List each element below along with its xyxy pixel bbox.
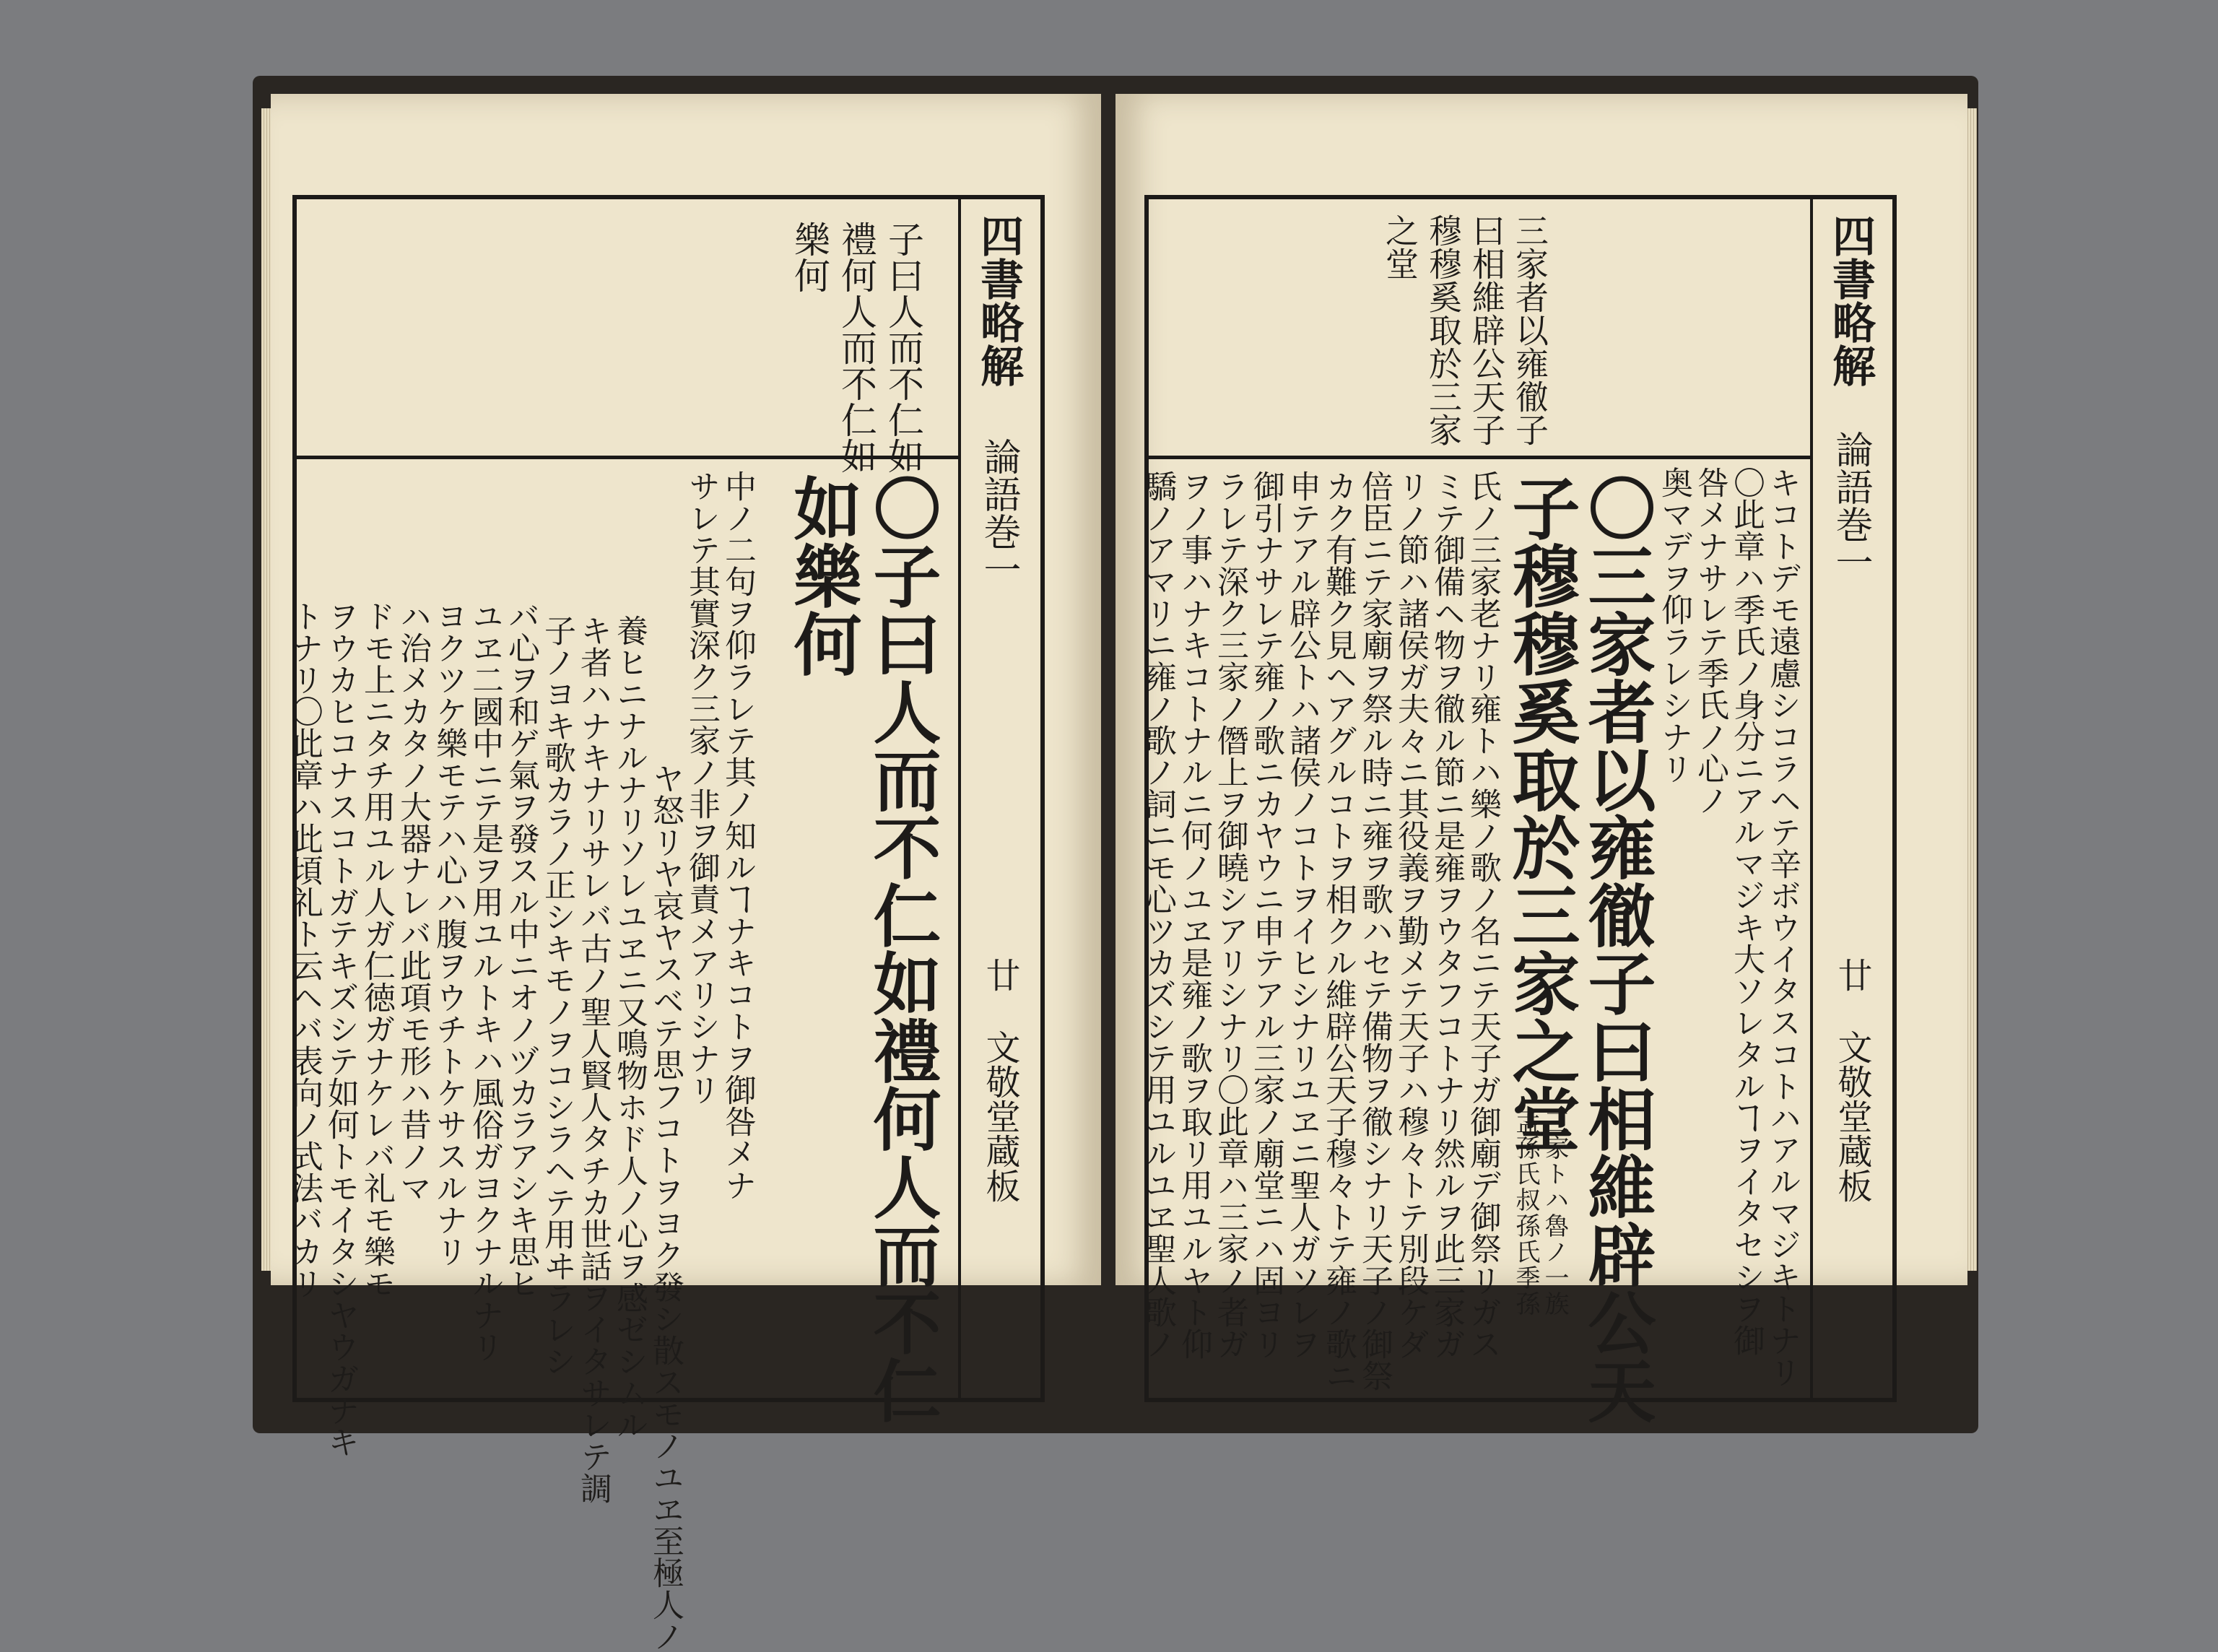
left-commentary-line: ドモ上ニタチ用ユル人ガ仁徳ガナケレバ礼モ樂モ: [358, 600, 395, 1299]
right-note-line-2: 孟孫氏叔孫氏季孫: [1511, 1109, 1540, 1317]
right-top-line: キコトデモ遠慮シコラヘテ辛ボウイタスコトハアルマジキトナリ: [1764, 466, 1801, 1388]
left-heading-line-2: 如樂何: [782, 474, 861, 677]
right-page: [1115, 94, 1967, 1424]
right-heading-line-1: 〇三家者以雍徹子曰相維辟公天: [1576, 474, 1656, 1424]
right-book-title: 四書略解: [1825, 214, 1876, 387]
left-commentary-line: ユヱ二國中ニテ是ヲ用ユルトキハ風俗ガヨクナルナリ: [466, 600, 503, 1362]
left-page-frame: [286, 195, 1045, 1652]
right-commentary-line: カク有難ク見ヘアグルコトヲ相クル維辟公天子穆々トテ雍ノ歌ニ: [1320, 470, 1357, 1391]
left-commentary-line: ヤ怒リヤ哀ヤスベテ思フコトヲヨク發シ散スモノユヱ至極人ノ: [647, 762, 684, 1652]
left-passage-line-2: 禮何人而不仁如: [835, 221, 877, 474]
left-commentary-line: 子ノヨキ歌カラノ正シキモノヲコシラヘテ用ヰラレシ: [539, 614, 575, 1377]
left-page: [271, 94, 1101, 1652]
right-commentary-line: リノ節ハ諸侯ガ夫々ニ其役義ヲ勤メテ天子ハ穆々トテ別段ケダ: [1392, 470, 1429, 1360]
right-commentary-line: 御引ナサレテ雍ノ歌ニカヤウニ申テアル三家ノ廟堂ニハ固ヨリ: [1248, 470, 1284, 1360]
right-commentary-line: ミテ御備ヘ物ヲ徹ル節ニ是雍ヲウタフコトナリ然ルヲ此三家ガ: [1428, 470, 1465, 1360]
right-passage-line-3: 穆穆奚取於三家: [1424, 214, 1463, 446]
right-publisher-mark: 文敬堂蔵板: [1832, 1030, 1872, 1203]
left-commentary-line: サレテ其實深ク三家ノ非ヲ御責メアリシナリ: [683, 470, 720, 1105]
right-top-line: 奥マデヲ仰ラレシナリ: [1656, 466, 1692, 784]
right-note-line-1: 三家トハ魯ノ一族: [1540, 1109, 1569, 1317]
right-volume-label: 論語巻一: [1829, 430, 1872, 581]
right-commentary-line: 氏ノ三家老ナリ雍トハ樂ノ歌ノ名ニテ天子ガ御廟デ御祭リガス: [1464, 470, 1501, 1360]
left-commentary-line: 中ノ二句ヲ仰ラレテ其ノ知ルヿナキコトヲ御咎メナ: [719, 470, 756, 1201]
left-commentary-line: トナリ〇此章ハ此頃礼ト云ヘバ表向ノ式法バカリ: [286, 600, 323, 1299]
right-heading-line-2: 子穆穆奚取於三家之堂: [1500, 474, 1580, 1152]
left-passage-line-1: 子曰人而不仁如: [882, 221, 924, 474]
right-page-frame: [1139, 195, 1897, 1424]
left-commentary-line: 養ヒニナルナリソレユヱニ又鳴物ホド人ノ心ヲ感ゼシムル: [611, 614, 648, 1440]
left-commentary-line: ハ治メカタノ大器ナレバ此項モ形ハ昔ノマ: [394, 600, 431, 1204]
left-commentary-line: キ者ハナキナリサレバ古ノ聖人賢人タチカ世話ヲイタサレテ調: [575, 614, 612, 1504]
right-commentary-line: 驕ノアマリニ雍ノ歌ノ詞ニモ心ツカズシテ用ユルユヱ聖人歌ノ: [1139, 470, 1176, 1360]
right-passage-line-2: 曰相維辟公天子: [1467, 214, 1506, 446]
left-page-number: 廿: [980, 957, 1020, 992]
right-page-number: 廿: [1832, 957, 1872, 992]
right-passage-line-1: 三家者以雍徹子: [1510, 214, 1549, 446]
left-book-title: 四書略解: [973, 214, 1024, 387]
right-commentary-line: ヲノ事ハナキコトナルニ何ノユヱ是雍ノ歌ヲ取リ用ユルヤト仰: [1175, 470, 1212, 1360]
right-commentary-line: 申テアル辟公トハ諸侯ノコトヲイヒシナリユヱニ聖人ガソレヲ: [1284, 470, 1321, 1360]
right-commentary-line: ラレテ深ク三家ノ僭上ヲ御曉シアリシナリ〇此章ハ三家ノ者ガ: [1212, 470, 1248, 1360]
right-commentary-line: 倍臣ニテ家廟ヲ祭ル時ニ雍ヲ歌ハセテ備物ヲ徹シナリ天子ノ御祭: [1356, 470, 1393, 1391]
right-side-header: [1810, 199, 1892, 1398]
left-commentary-line: ヨクツケ樂モテハ心ハ腹ヲウチトケサスルナリ: [430, 600, 467, 1267]
right-passage-line-4: 之堂: [1380, 214, 1419, 280]
left-volume-label: 論語巻一: [977, 438, 1020, 588]
right-upper-rule: [1149, 456, 1813, 459]
left-heading-line-1: 〇子曰人而不仁如禮何人而不仁: [861, 474, 941, 1424]
left-commentary-line: バ心ヲ和ゲ氣ヲ發スル中ニオノヅカラアシキ思ヒ: [503, 600, 539, 1299]
right-top-line: 咎メナサレテ季氏ノ心ノ: [1692, 466, 1728, 816]
left-passage-line-3: 樂何: [788, 221, 830, 293]
left-publisher-mark: 文敬堂蔵板: [980, 1030, 1020, 1203]
right-top-line: 〇此章ハ季氏ノ身分ニアルマジキ大ソレタルヿヲイタセシヲ御: [1728, 466, 1765, 1356]
left-commentary-line: ヲウカヒコナスコトガテキズシテ如何トモイタシヤウガナキ: [322, 600, 359, 1458]
left-side-header: [958, 199, 1040, 1398]
